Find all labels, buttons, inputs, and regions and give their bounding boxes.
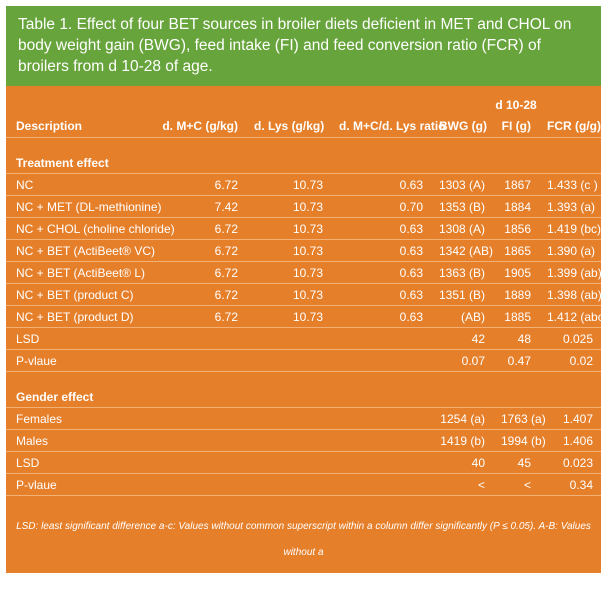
cell-lys: 10.73 [246,284,331,306]
table-row [6,408,601,430]
cell-fi: 0.47 [493,350,539,372]
cell-bwg: (AB) [431,306,493,328]
table-row [6,174,601,196]
row-desc: NC + MET (DL-methionine) [6,196,154,218]
table-row [6,306,601,328]
row-desc: P-vlaue [6,474,154,496]
cell-fcr: 1.393 (a) [539,196,601,218]
col-ratio: d. M+C/d. Lys ratio [331,115,431,138]
cell-bwg: 1308 (A) [431,218,493,240]
row-desc: NC + BET (ActiBeet® L) [6,262,154,284]
cell-fi: 1884 [493,196,539,218]
cell-mc: 6.72 [154,306,246,328]
row-desc: NC + BET (product C) [6,284,154,306]
table-row [6,240,601,262]
cell-mc: 6.72 [154,240,246,262]
section-heading: Gender effect [6,386,601,408]
cell-lys: 10.73 [246,306,331,328]
row-desc: P-vlaue [6,350,154,372]
pvalue-row [6,350,601,372]
cell-fcr: 1.412 (abc) [539,306,601,328]
cell-ratio: 0.70 [331,196,431,218]
cell-ratio: 0.63 [331,240,431,262]
title-banner [6,6,601,86]
cell-ratio: 0.63 [331,174,431,196]
table-row [6,218,601,240]
section-heading: Treatment effect [6,152,601,174]
cell-fi: 45 [493,452,539,474]
period-label: d 10-28 [495,97,537,112]
header-row [6,115,601,138]
cell-fi: 1994 (b) [493,430,539,452]
cell-bwg: 1363 (B) [431,262,493,284]
row-desc: Females [6,408,154,430]
cell-fcr: 1.406 [539,430,601,452]
table-row [6,284,601,306]
cell-fcr: 1.433 (c ) [539,174,601,196]
cell-mc: 7.42 [154,196,246,218]
cell-ratio: 0.63 [331,284,431,306]
row-desc: NC + BET (ActiBeet® VC) [6,240,154,262]
lsd-row [6,328,601,350]
cell-bwg: 1419 (b) [431,430,493,452]
cell-bwg: 42 [431,328,493,350]
section-gender [6,386,601,408]
cell-bwg: 0.07 [431,350,493,372]
footnote-line-2: common superscript within a column tend to differ significantly (0.05 ≤ P < 0.10) [127,573,480,584]
cell-fcr: 1.419 (bc) [539,218,601,240]
cell-fi: 1889 [493,284,539,306]
table-row [6,430,601,452]
cell-lys: 10.73 [246,196,331,218]
section-treatment [6,152,601,174]
cell-ratio: 0.63 [331,306,431,328]
table-row [6,196,601,218]
cell-bwg: 40 [431,452,493,474]
cell-bwg: < [431,474,493,496]
footnote [16,514,591,592]
cell-fcr: 0.02 [539,350,601,372]
cell-ratio: 0.63 [331,218,431,240]
table-row [6,262,601,284]
cell-fcr: 1.398 (ab) [539,284,601,306]
cell-lys: 10.73 [246,174,331,196]
period-row [6,94,601,115]
col-fi: FI (g) [493,115,539,138]
cell-fcr: 0.34 [539,474,601,496]
row-desc: LSD [6,452,154,474]
col-fcr: FCR (g/g) [539,115,601,138]
cell-fi: 1867 [493,174,539,196]
row-desc: LSD [6,328,154,350]
cell-mc: 6.72 [154,262,246,284]
col-description: Description [6,115,154,138]
col-mc: d. M+C (g/kg) [154,115,246,138]
cell-mc: 6.72 [154,174,246,196]
col-lys: d. Lys (g/kg) [246,115,331,138]
cell-bwg: 1351 (B) [431,284,493,306]
cell-fcr: 0.025 [539,328,601,350]
footnote-line-1: LSD: least significant difference a-c: Values without common superscript within a column differ significantly (P ≤ 0.05). A-B: Values without a [16,521,591,558]
cell-lys: 10.73 [246,262,331,284]
cell-mc: 6.72 [154,218,246,240]
cell-fcr: 1.407 [539,408,601,430]
cell-fi: < [493,474,539,496]
row-desc: Males [6,430,154,452]
cell-lys: 10.73 [246,218,331,240]
cell-fcr: 0.023 [539,452,601,474]
cell-bwg: 1342 (AB) [431,240,493,262]
cell-fi: 1865 [493,240,539,262]
cell-bwg: 1303 (A) [431,174,493,196]
cell-bwg: 1254 (a) [431,408,493,430]
cell-mc: 6.72 [154,284,246,306]
row-desc: NC + BET (product D) [6,306,154,328]
row-desc: NC + CHOL (choline chloride) [6,218,154,240]
table-title: Table 1. Effect of four BET sources in broiler diets deficient in MET and CHOL on body weight gain (BWG), feed intake (FI) and feed conversion ratio (FCR) of broilers from d 10-28 of age. [18,16,572,75]
cell-fi: 1905 [493,262,539,284]
cell-fcr: 1.390 (a) [539,240,601,262]
row-desc: NC [6,174,154,196]
table-card [6,6,608,584]
cell-lys: 10.73 [246,240,331,262]
cell-fi: 1763 (a) [493,408,539,430]
results-table [6,94,608,496]
pvalue-row [6,474,601,496]
cell-fi: 1885 [493,306,539,328]
cell-ratio: 0.63 [331,262,431,284]
cell-fi: 48 [493,328,539,350]
cell-fcr: 1.399 (ab) [539,262,601,284]
col-bwg: BWG (g) [431,115,493,138]
cell-bwg: 1353 (B) [431,196,493,218]
lsd-row [6,452,601,474]
cell-fi: 1856 [493,218,539,240]
